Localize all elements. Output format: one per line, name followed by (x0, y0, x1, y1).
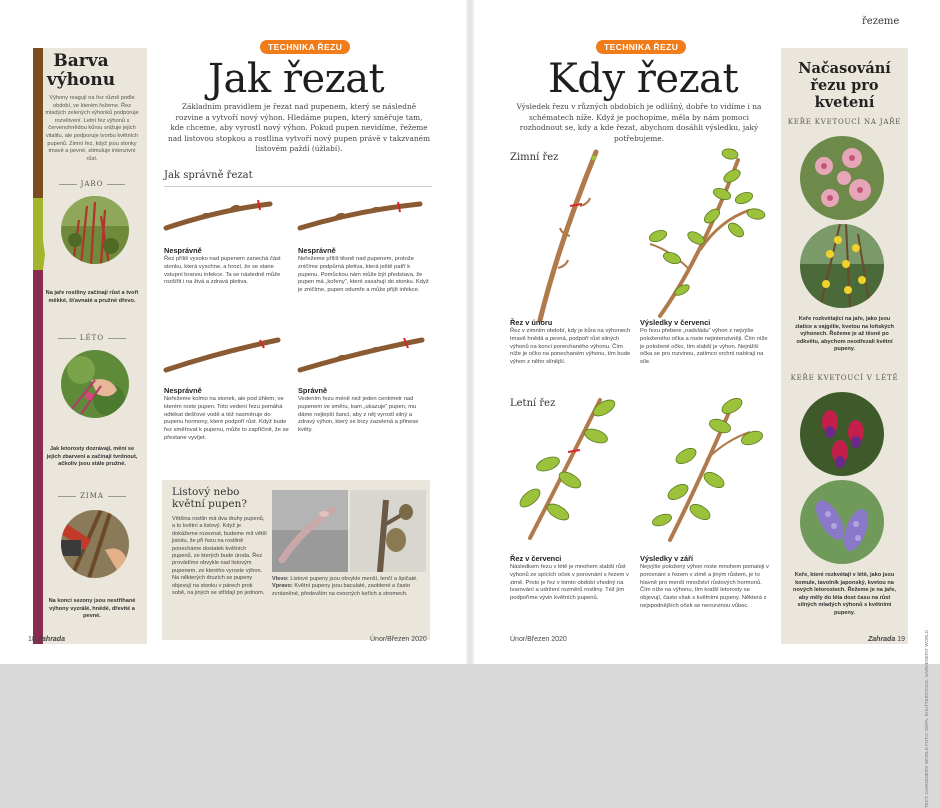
weigela-image (800, 136, 884, 220)
forsythia-image (800, 224, 884, 308)
section-tag: řezeme (862, 16, 900, 27)
page-number-right: 19 (897, 636, 905, 643)
photo-winter-pruning (61, 510, 129, 578)
cut-3-head: Nesprávně (164, 386, 202, 395)
cut-1-head: Nesprávně (164, 246, 202, 255)
buddleja-image (800, 480, 884, 564)
panel-4-head: Výsledky v září (640, 554, 694, 563)
summer-shrubs-label: KEŘE KVETOUCÍ V LÉTĚ (790, 374, 899, 382)
summer-result-stem (651, 395, 764, 540)
caption-right-text: Květní pupeny jsou baculaté, zaoblené a často zvrásněné, především na ovocných keřích a stromech. (272, 583, 411, 597)
winter-caption: Na konci sezony jsou nestřihané výhony vyzrálé, hnědé, dřevité a pevné. (48, 598, 136, 620)
flower-bud-photo (350, 490, 426, 572)
caption-left-head: Vlevo: (272, 576, 289, 582)
summer-cut-stem (517, 397, 617, 538)
folio-left (28, 636, 65, 643)
panel-4-text: Nejvýše položený výhon roste mnohem pomaleji v porovnání s řezem v zimě a jiným růstem, je to hlavně pro menší množství růstových hormonů. Čím níže na výhonu, tím kratší letorosty se objevují, často však s květními pupeny. Některá z nejspodnějších oček se nerozvinou vůbec. (640, 564, 769, 609)
photo-buddleja (800, 480, 884, 564)
leaf-bud-photo (272, 490, 348, 572)
spring-caption: Na jaře rostliny začínají růst a tvoří měkké, šťavnaté a pružné dřevo. (45, 290, 139, 304)
sidebar-title: Barva výhonu (46, 51, 116, 90)
panel-2-text: Po řezu přebere „nadvládu“ výhon z nejvýše položeného očka a roste nejintenzivněji. Čím níže je položené očko, tím slabší je výhon. Nejnižší očka se pro rozvinou, zatímco vrchní nabírají na síle. (640, 328, 768, 366)
winter-result-stem (648, 148, 766, 316)
cuts-heading: Jak správně řezat (164, 170, 253, 181)
sidebar-intro: Výhony reagují na řez různě podle období, ve kterém řežeme. Řez mladých zelených výhonků podporuje rozvětvení. Letní řez výhonů s červenohnědou kůrou snižuje jejich vitalitu, ale podporuje tvorbu květních pupenů. Zimní řez, když jsou stonky tmavé a pevné, stimuluje intenzivní růst. (45, 95, 139, 162)
cut-3-text: Neřežeme kolmo na stonek, ale pod úhlem, ve kterém roste pupen. Toto vedení řezu pomáhá odtékat dešťové vodě a též nasměruje do pupenu hormony, které podpoří růst. Když bude řez směřovat k pupenu, může to zapříčinit, že se přestane vyvíjet. (164, 396, 289, 441)
photo-forsythia (800, 224, 884, 308)
page-title-right: Kdy řezat (548, 56, 739, 102)
panel-1-head: Řez v únoru (510, 318, 553, 327)
photo-spring-stems (61, 196, 129, 264)
season-label-summer: LÉTO (44, 334, 140, 342)
photo-weigela (800, 136, 884, 220)
fuchsia-image (800, 392, 884, 476)
brand-left: Zahrada (37, 636, 65, 643)
caption-right-head: Vpravo: (272, 583, 293, 590)
spring-stems-image (61, 196, 129, 264)
bud-box-text: Většina rostlin má dva druhy pupenů, a to květní a listový. Když je dokážeme rozeznat, budeme mít větší jistotu, že při řezu na rostlině ponecháme dostatek květních pupenů, ze kterých bude úroda. Řez provádíme obvykle nad listovým pupenem, ze kterého vyroste výhon. Na některých druzích se pupeny objevují na stonku v párech proti sobě, na jiných se střídají po jednom. (172, 516, 267, 597)
winter-pruning-image (61, 510, 129, 578)
season-label-spring: JARO (44, 180, 140, 188)
winter-cut-stem (540, 152, 597, 320)
sidebar-arrow-icon (33, 240, 45, 270)
spring-shrubs-caption: Keře rozkvétající na jaře, jako jsou zlatice a vajgélie, kvetou na loňských výhonech. Řežeme je až těsně po odkvětu, abychom neodřezali květní pupeny. (795, 316, 894, 353)
bud-box-captions (272, 576, 424, 598)
panel-2-head: Výsledky v červenci (640, 318, 711, 327)
gutter (466, 0, 474, 664)
summer-hand-image (61, 350, 129, 418)
cut-diagram-4 (300, 338, 422, 370)
photo-fuchsia (800, 392, 884, 476)
technique-tag-right: TECHNIKA ŘEZU (596, 40, 686, 54)
cuts-divider (164, 186, 432, 187)
cut-2-head: Nesprávně (298, 246, 336, 255)
spring-shrubs-label: KEŘE KVETOUCÍ NA JAŘE (787, 118, 902, 126)
folio-right (868, 636, 905, 643)
brand-right: Zahrada (868, 636, 896, 643)
folio-date-left: Únor/Březen 2020 (370, 636, 427, 643)
photo-summer-hand (61, 350, 129, 418)
panel-1-text: Řez v zimním období, kdy je kůra na výhonech tmavě hnědá a pevná, podpoří růst silných výhonů na konci ponechaného výhonu. Čím níže je očko na ponechaném výhonu, tím bude výhon z něho silnější. (510, 328, 631, 366)
winter-heading: Zimní řez (510, 152, 559, 163)
intro-right: Výsledek řezu v různých obdobích je odlišný, dobře to vidíme i na schématech níže. Když je pochopíme, měla by nám pomoci rozhodnout se, kdy a kde řezat, abychom dosáhli výsledku, jaký potřebujeme. (516, 102, 762, 143)
cut-1-text: Řez příliš vysoko nad pupenem zanechá část stonku, která vyschne, a hrozí, že se stane vstupní branou infekce. Ta se následně může rozšířit i na živá a zdravá pletiva. (164, 256, 281, 286)
summer-heading: Letní řez (510, 398, 556, 409)
season-label-winter: ZIMA (44, 492, 140, 500)
cut-4-head: Správně (298, 386, 328, 395)
cut-4-text: Vedením řezu méně než jeden centimetr nad pupenem ve směru, kam „ukazuje“ pupen, mu dáme nejlepší šanci, aby z něj vyrostl silný a zdravý výhon, který se brzy zazelená a přinese květy. (298, 396, 419, 434)
technique-tag-left: TECHNIKA ŘEZU (260, 40, 350, 54)
folio-date-right: Únor/Březen 2020 (510, 636, 567, 643)
page-title-left: Jak řezat (208, 56, 385, 102)
cut-diagram-2 (300, 202, 420, 228)
cut-diagram-1 (166, 200, 270, 228)
cut-diagram-3 (166, 340, 278, 370)
panel-3-head: Řez v červenci (510, 554, 562, 563)
bud-box-title: Listový nebo květní pupen? (172, 486, 247, 510)
caption-left-text: Listové pupeny jsou obvykle menší, tenčí a špičaté. (290, 576, 418, 582)
right-sidebar-title: Načasování řezu pro kvetení (798, 60, 891, 111)
cut-2-text: Neřežeme příliš těsně nad pupenem, protože zničíme podpůrná pletiva, která ještě patří k pupenu. Pomůckou nám může být představa, že pupen má „kořeny“, které zasahují do stonku. Když je zničíme, pupen odumře a může přijít infekce. (298, 256, 429, 294)
summer-shrubs-caption: Keře, které rozkvétají v létě, jako jsou komule, tavolník japonský, kvetou na nových letorostech. Řežeme je na jaře, aby měly do léta dost času na růst silných mladých výhonů s květními pupeny. (793, 572, 896, 616)
photo-credit: TEXT: GARDENERS' WORLD FOTO: DEPA, SHUTTERSTOCK, GARDENERS' WORLD (924, 630, 929, 808)
summer-caption: Jak letorosty dozrávají, mění se jejich zbarvení a začínají tvrdnout, ačkoliv jsou stále pružné. (46, 446, 138, 468)
page-number-left: 18 (28, 636, 36, 643)
panel-3-text: Následkem řezu v létě je mnohem slabší růst výhonů ze spících oček v porovnání s řezem v zimě. Proto je řez v tomto období vhodný na tvarování a udržení rozměrů rostliny. Též jím podpoříme vývin květních pupenů. (510, 564, 629, 602)
intro-left: Základním pravidlem je řezat nad pupenem, který se následně rozvine a vytvoří nový výhon. Hledáme pupen, který směřuje tam, kde chceme, aby vyrostl nový výhon. Pokud pupen nevidíme, řežeme nad listovou stopkou a rostlina vytvoří nový pupen právě v takzvaném listovém paždí (úžlabí). (168, 102, 431, 153)
